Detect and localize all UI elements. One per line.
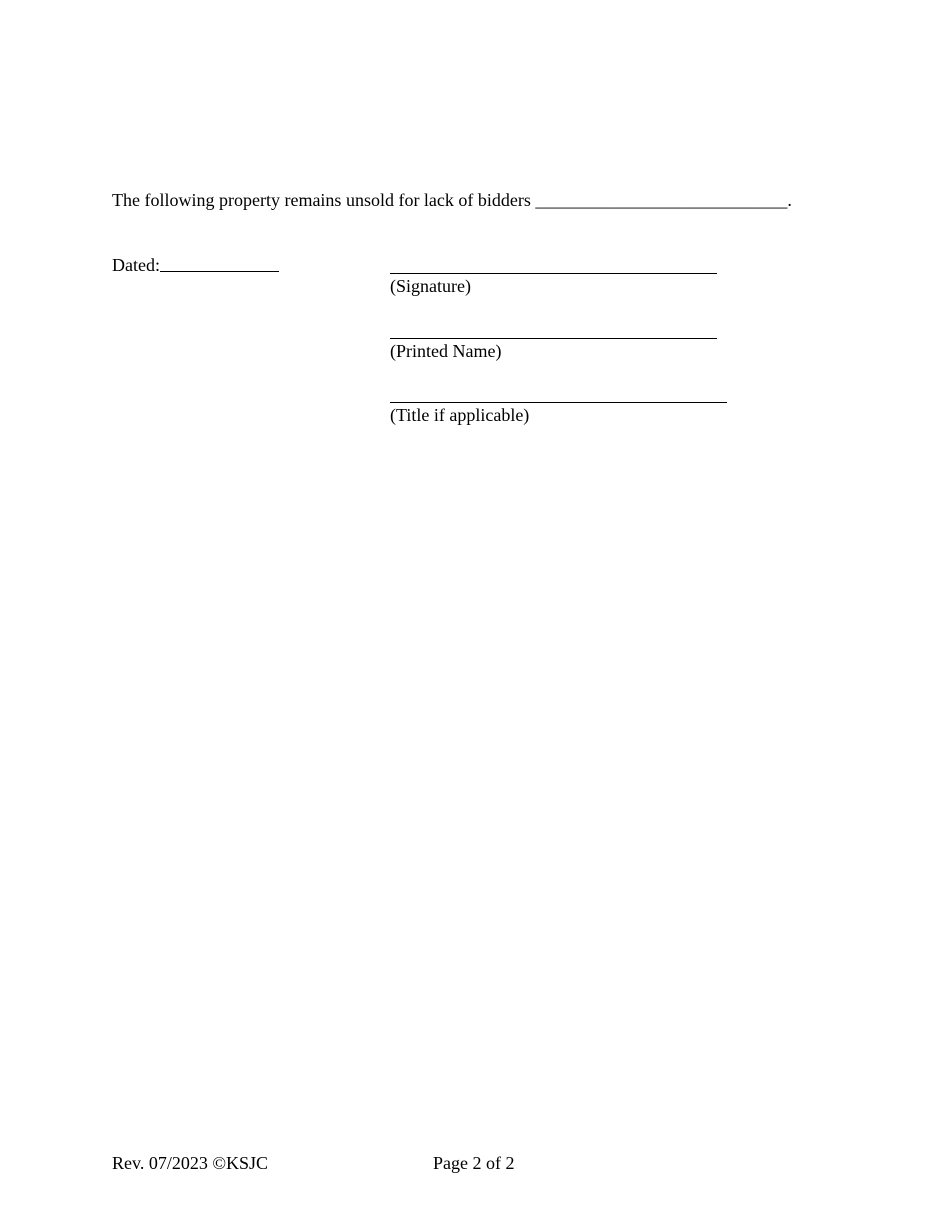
title-line: [390, 402, 727, 403]
title-caption: (Title if applicable): [390, 405, 530, 425]
printed-name-line: [390, 338, 717, 339]
dated-blank-line: [160, 271, 279, 272]
footer-page-number: Page 2 of 2: [433, 1153, 515, 1173]
unsold-property-statement: The following property remains unsold for lack of bidders ____________________________.: [112, 190, 792, 210]
signature-line: [390, 273, 717, 274]
printed-name-caption: (Printed Name): [390, 341, 502, 361]
footer-revision: Rev. 07/2023 ©KSJC: [112, 1153, 269, 1173]
dated-label: Dated:: [112, 255, 160, 275]
signature-caption: (Signature): [390, 276, 471, 296]
